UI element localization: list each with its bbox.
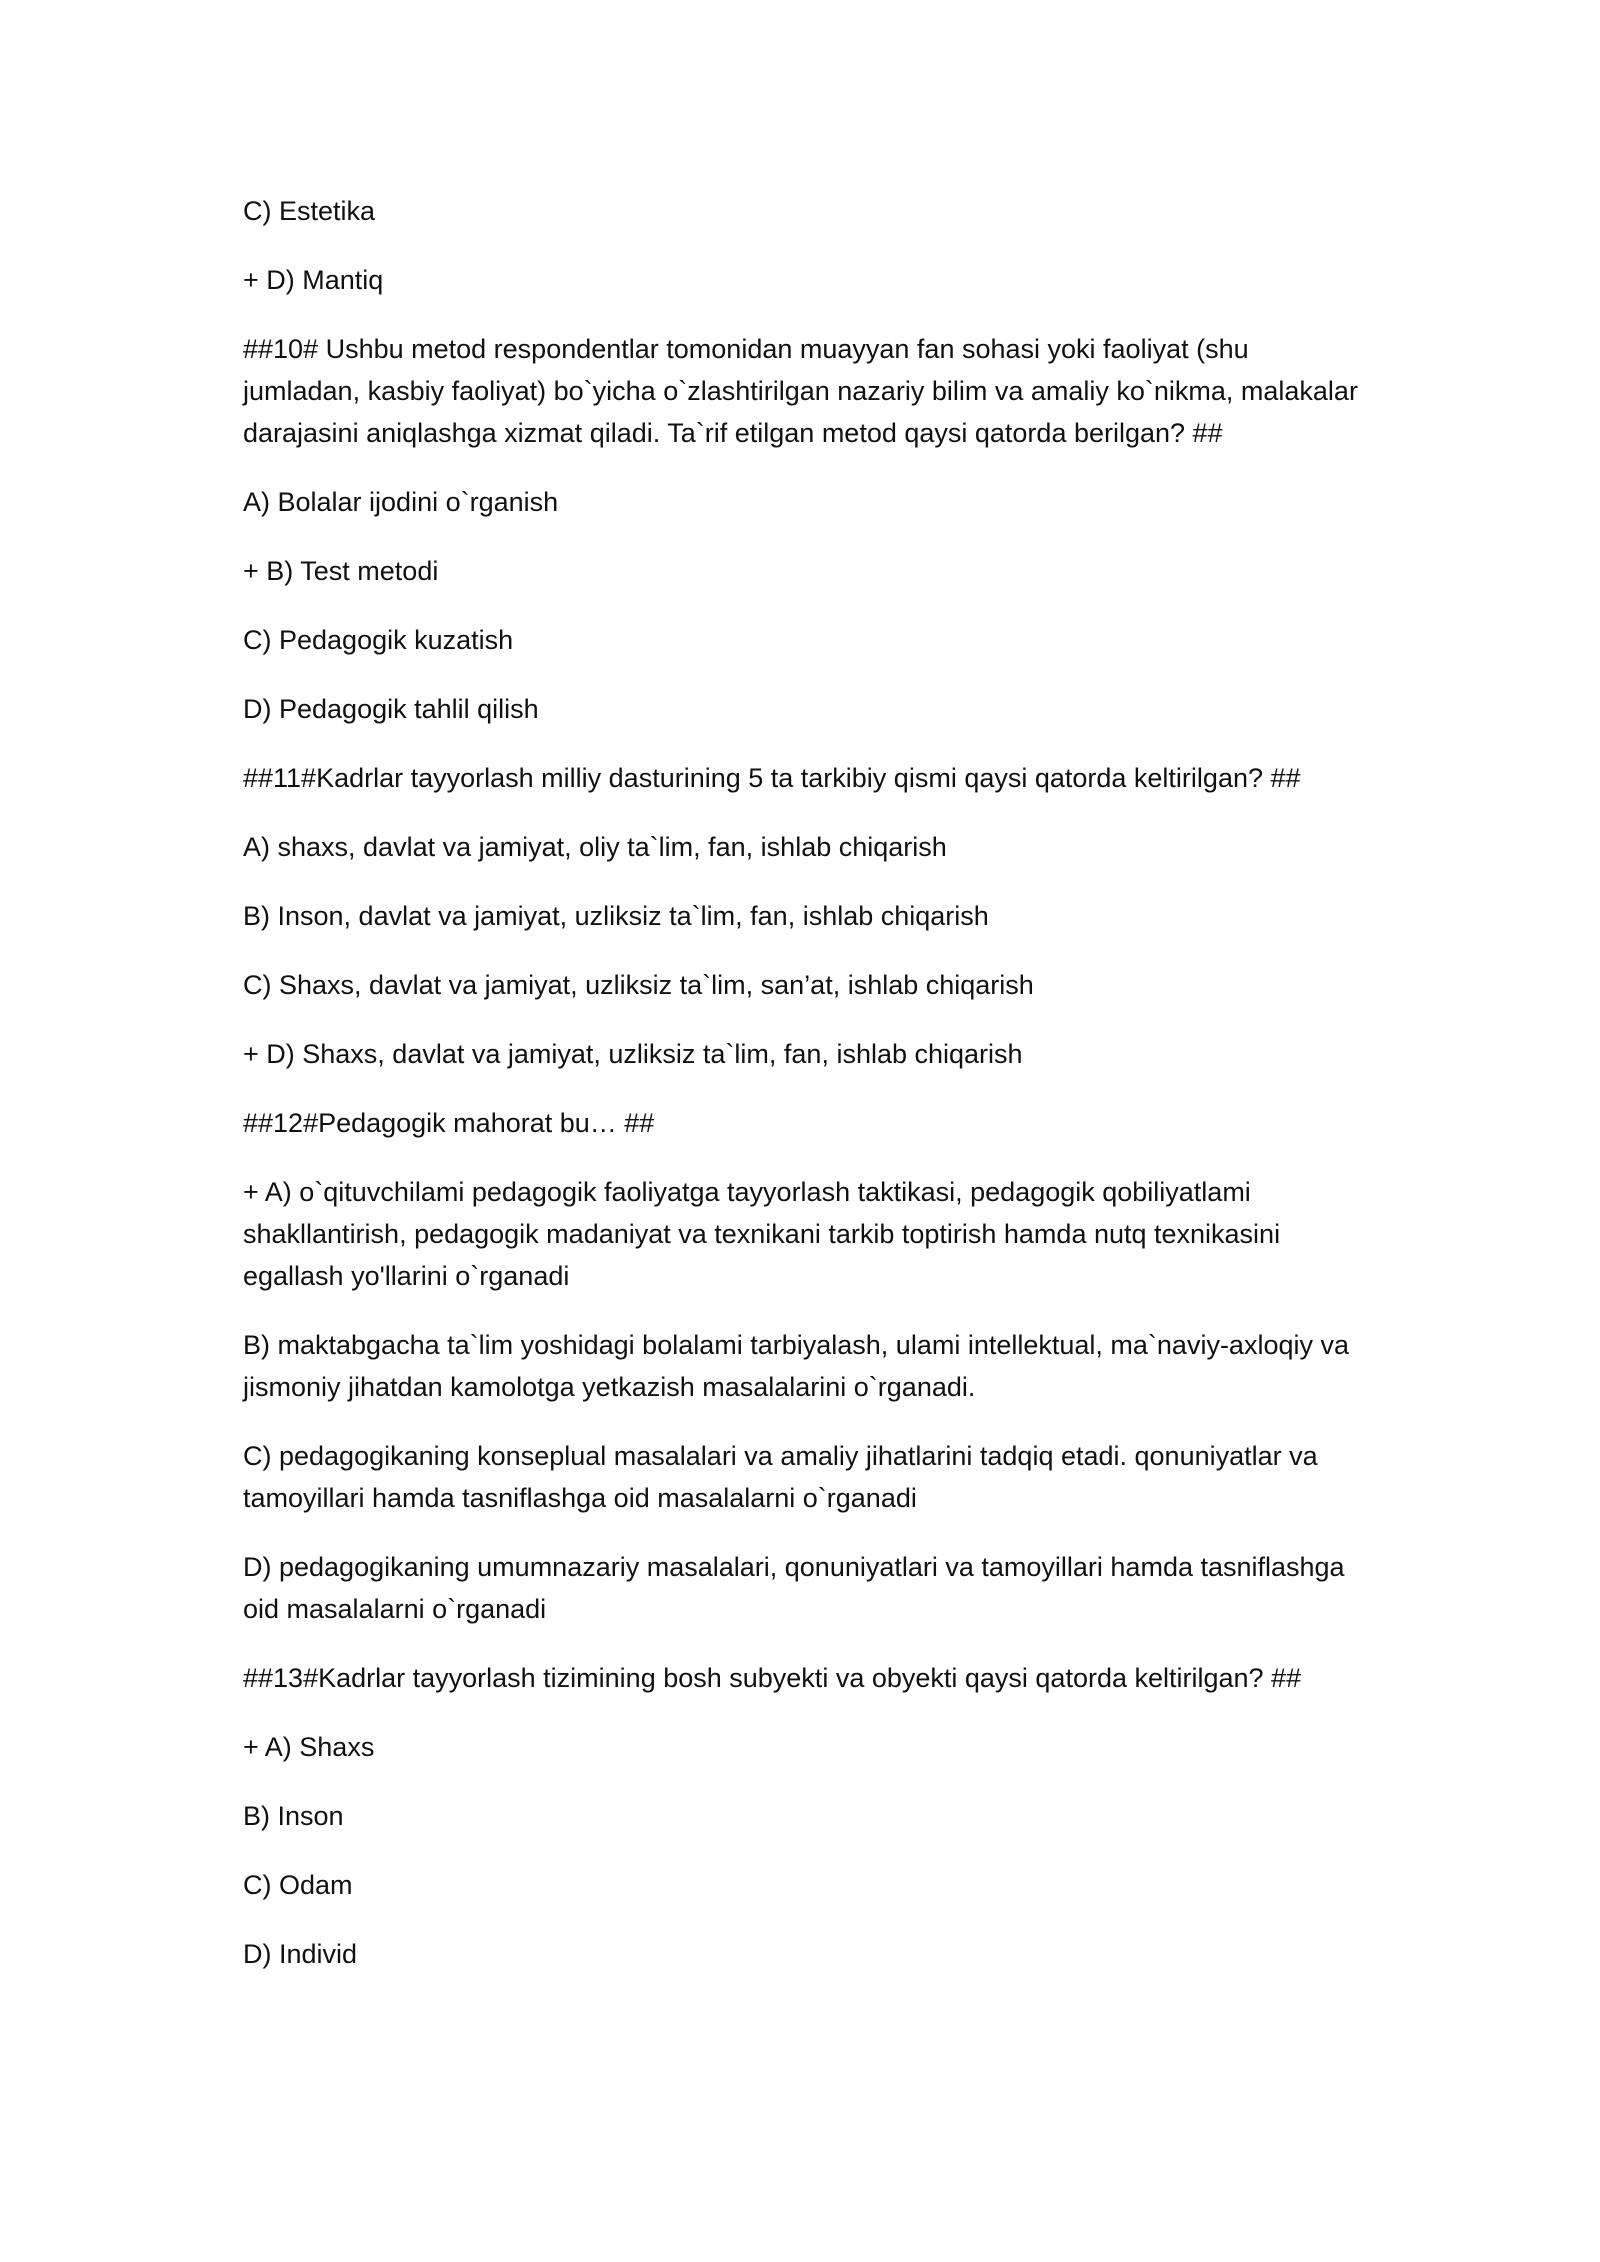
answer-option-d-mantiq-correct: + D) Mantiq	[243, 265, 384, 295]
q13-option-d: D) Individ	[243, 1939, 358, 1969]
q13-option-c: C) Odam	[243, 1870, 353, 1900]
document-page	[243, 190, 1373, 2002]
q12-option-b: B) maktabgacha ta`lim yoshidagi bolalami tarbiyalash, ulami intellektual, ma`naviy-axloqiy va jismoniy jihatdan kamolotga yetkazish masalalarini o`rganadi.	[243, 1330, 1349, 1402]
q13-option-a-correct: + A) Shaxs	[243, 1732, 375, 1762]
q13-option-b: B) Inson	[243, 1801, 344, 1831]
q10-option-d: D) Pedagogik tahlil qilish	[243, 694, 539, 724]
q10-option-a: A) Bolalar ijodini o`rganish	[243, 487, 559, 517]
q11-option-b: B) Inson, davlat va jamiyat, uzliksiz ta`lim, fan, ishlab chiqarish	[243, 901, 989, 931]
question-10: ##10# Ushbu metod respondentlar tomonidan muayyan fan sohasi yoki faoliyat (shu jumladan, kasbiy faoliyat) bo`yicha o`zlashtirilgan nazariy bilim va amaliy ko`nikma, malakalar darajasini aniqlashga xizmat qiladi. Ta`rif etilgan metod qaysi qatorda berilgan? ##	[243, 334, 1358, 448]
question-12: ##12#Pedagogik mahorat bu… ##	[243, 1108, 655, 1138]
q12-option-a-correct: + A) o`qituvchilami pedagogik faoliyatga tayyorlash taktikasi, pedagogik qobiliyatlami shakllantirish, pedagogik madaniyat va texnikani tarkib toptirish hamda nutq texnikasini egallash yo'llarini o`rganadi	[243, 1177, 1281, 1291]
question-11: ##11#Kadrlar tayyorlash milliy dasturining 5 ta tarkibiy qismi qaysi qatorda keltirilgan? ##	[243, 763, 1301, 793]
q10-option-c: C) Pedagogik kuzatish	[243, 625, 514, 655]
q11-option-a: A) shaxs, davlat va jamiyat, oliy ta`lim, fan, ishlab chiqarish	[243, 832, 947, 862]
answer-option-c-estetika: C) Estetika	[243, 196, 376, 226]
q10-option-b-correct: + B) Test metodi	[243, 556, 439, 586]
q11-option-d-correct: + D) Shaxs, davlat va jamiyat, uzliksiz ta`lim, fan, ishlab chiqarish	[243, 1039, 1023, 1069]
q12-option-c: C) pedagogikaning konseplual masalalari va amaliy jihatlarini tadqiq etadi. qonuniyatlar va tamoyillari hamda tasniflashga oid masalalarni o`rganadi	[243, 1441, 1318, 1513]
question-13: ##13#Kadrlar tayyorlash tizimining bosh subyekti va obyekti qaysi qatorda keltirilgan? ##	[243, 1663, 1302, 1693]
q11-option-c: C) Shaxs, davlat va jamiyat, uzliksiz ta`lim, san’at, ishlab chiqarish	[243, 970, 1034, 1000]
q12-option-d: D) pedagogikaning umumnazariy masalalari, qonuniyatlari va tamoyillari hamda tasniflashga oid masalalarni o`rganadi	[243, 1552, 1345, 1624]
